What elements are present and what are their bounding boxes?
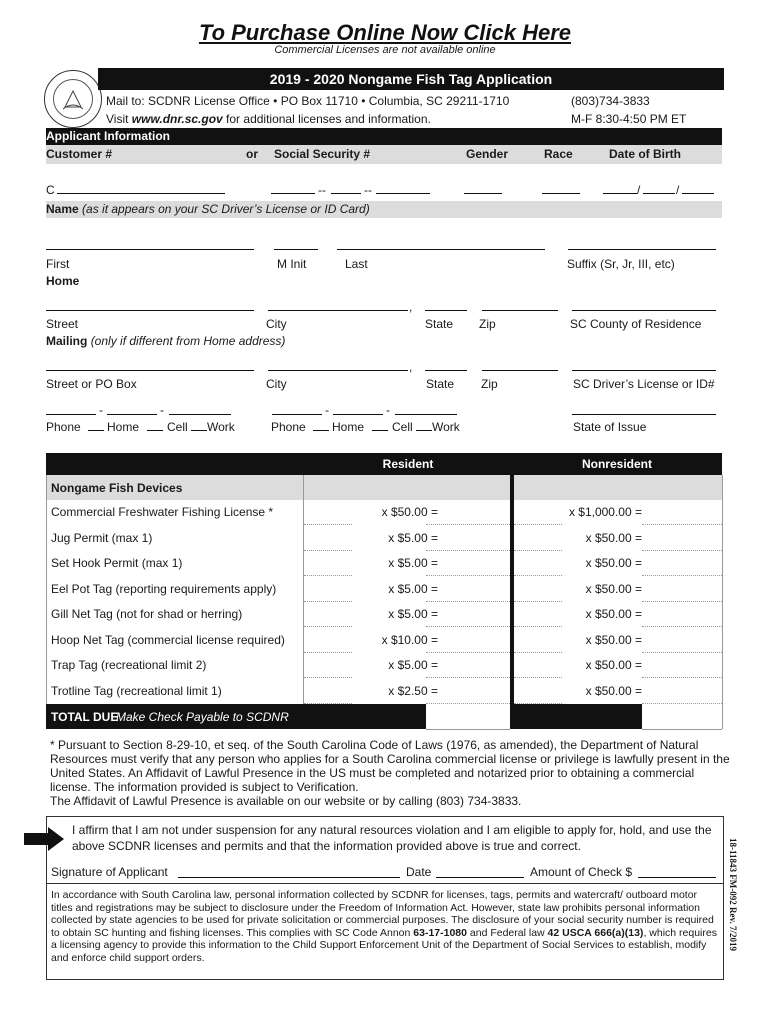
signature-field[interactable]	[178, 877, 400, 878]
device-label: Jug Permit (max 1)	[51, 530, 153, 545]
fee-row	[46, 628, 722, 653]
race-label: Race	[544, 147, 573, 161]
fee-row	[46, 500, 722, 525]
affirmation-text: I affirm that I am not under suspension for any natural resources violation and I am eligible to apply for, hold, and use the above SCDNR licenses and permits and that the information provided above is true and correct.	[72, 823, 712, 853]
phone1-area-field[interactable]	[46, 414, 96, 415]
nonresident-price: x $50.00 =	[585, 607, 642, 621]
affidavit-note: The Affidavit of Lawful Presence is available on our website or by calling (803) 734-3833.	[50, 794, 522, 808]
devices-section-bar	[46, 475, 722, 500]
resident-price: x $2.50 =	[388, 683, 438, 698]
or-label: or	[246, 147, 258, 161]
phone2-cell-label: Cell	[392, 420, 413, 434]
middle-initial-field[interactable]	[274, 249, 318, 250]
total-due-bar-2	[510, 704, 642, 729]
phone1-work-label: Work	[207, 420, 235, 434]
home-street-field[interactable]	[46, 310, 254, 311]
resident-price: x $5.00 =	[388, 530, 438, 545]
resident-price: x $5.00 =	[388, 658, 438, 672]
nonresident-price: x $50.00 =	[585, 658, 642, 672]
device-label: Trotline Tag (recreational limit 1)	[51, 683, 222, 698]
nonresident-price: x $50.00 =	[585, 530, 642, 545]
affirm-divider	[46, 883, 724, 884]
gender-label: Gender	[466, 147, 509, 161]
office-hours: M-F 8:30-4:50 PM ET	[571, 112, 687, 126]
fee-row	[46, 602, 722, 627]
phone2-home-label: Home	[332, 420, 365, 434]
phone1-home-label: Home	[107, 420, 140, 434]
dl-label: SC Driver’s License or ID#	[573, 377, 715, 391]
applicant-section-header: Applicant Information	[46, 128, 722, 145]
state2-label: State	[426, 377, 455, 391]
street-label: Street	[46, 317, 79, 331]
customer-number-label: Customer #	[46, 147, 113, 161]
resident-total-field[interactable]	[426, 704, 510, 730]
header-subtitle: Commercial Licenses are not available online	[274, 44, 496, 56]
phone1-label: Phone	[46, 420, 81, 434]
phone1-cell-check[interactable]	[147, 430, 163, 431]
resident-header: Resident	[382, 457, 434, 471]
phone2-work-check[interactable]	[416, 430, 432, 431]
resident-price: x $5.00 =	[388, 556, 438, 570]
resident-price: x $50.00 =	[381, 505, 438, 519]
phone2-cell-check[interactable]	[372, 430, 388, 431]
privacy-notice: In accordance with South Carolina law, personal information collected by SCDNR for licenses, tags, permits and watercraft/ outboard motor titles and registrations may be subject to disclosure under the Freedom of Information Act. However, state law prohibits personal information collected by state agencies to be used for private solicitation or commercial purposes. The disclosure of your social security number is required to obtain SC hunting and fishing licenses. This complies with SC Code Annon 63-17-1080 and Federal law 42 USCA 666(a)(13), which requires a licensing agency to provide this information to the Child Support Enforcement Unit of the Department of Social Services to establish, modify and enforce child support orders.	[51, 889, 717, 964]
customer-prefix: C	[46, 183, 55, 197]
devices-section-label: Nongame Fish Devices	[51, 481, 183, 495]
device-label: Commercial Freshwater Fishing License *	[51, 505, 274, 519]
table-border-right	[722, 475, 723, 729]
phone1-work-check[interactable]	[191, 430, 207, 431]
nonresident-header: Nonresident	[581, 457, 652, 471]
ssn-field-2[interactable]	[331, 193, 361, 194]
ssn-field-3[interactable]	[376, 193, 430, 194]
phone1-cell-label: Cell	[167, 420, 188, 434]
customer-number-field[interactable]	[57, 193, 225, 194]
nonresident-price: x $50.00 =	[585, 632, 642, 647]
phone2-work-label: Work	[432, 420, 460, 434]
street-po-label: Street or PO Box	[46, 377, 137, 391]
mail-zip-field[interactable]	[482, 370, 558, 371]
device-label: Trap Tag (recreational limit 2)	[51, 658, 207, 672]
arrow-icon	[22, 826, 66, 852]
name-label: Name	[46, 202, 79, 216]
phone2-home-check[interactable]	[313, 430, 329, 431]
device-label: Eel Pot Tag (reporting requirements apply)	[51, 581, 277, 596]
state-issue-label: State of Issue	[573, 420, 647, 434]
suffix-label: Suffix (Sr, Jr, III, etc)	[567, 257, 675, 271]
nonresident-price: x $1,000.00 =	[568, 505, 642, 519]
ssn-label: Social Security #	[274, 147, 371, 161]
city-label: City	[266, 317, 287, 331]
form-title: 2019 - 2020 Nongame Fish Tag Application	[98, 68, 724, 90]
lawful-presence-note: * Pursuant to Section 8-29-10, et seq. of the South Carolina Code of Laws (1976, as amended), the Department of Natural Resources must verify that any person who applies for a South Carolina commercial license or privilege is lawfully present in the United States. An Affidavit of Lawful Presence in the US must be completed and notarized prior to obtaining a commercial license. The information provided is subject to Verification.	[50, 738, 730, 794]
home-label: Home	[46, 274, 80, 288]
name-hint: (as it appears on your SC Driver’s License or ID Card)	[82, 202, 370, 216]
nonresident-price: x $50.00 =	[585, 683, 642, 698]
name-section-bar	[46, 201, 722, 218]
home-state-field[interactable]	[425, 310, 467, 311]
device-label: Hoop Net Tag (commercial license required)	[51, 632, 285, 647]
phone1-home-check[interactable]	[88, 430, 104, 431]
mail-state-field[interactable]	[425, 370, 467, 371]
resident-price: x $10.00 =	[381, 632, 438, 647]
city2-label: City	[266, 377, 287, 391]
fee-row	[46, 577, 722, 602]
resident-price: x $5.00 =	[388, 581, 438, 596]
nonresident-price: x $50.00 =	[585, 581, 642, 596]
race-field[interactable]	[542, 193, 580, 194]
amount-field[interactable]	[638, 877, 716, 878]
home-zip-field[interactable]	[482, 310, 558, 311]
dl-field[interactable]	[572, 370, 716, 371]
county-field[interactable]	[572, 310, 716, 311]
first-label: First	[46, 257, 70, 271]
date-label: Date	[406, 865, 432, 879]
last-name-field[interactable]	[337, 249, 545, 250]
phone2-line-field[interactable]	[395, 414, 457, 415]
date-field[interactable]	[436, 877, 524, 878]
phone2-area-field[interactable]	[272, 414, 322, 415]
total-due-label: TOTAL DUE	[51, 710, 119, 724]
scdnr-seal-logo	[44, 70, 102, 128]
state-issue-field[interactable]	[572, 414, 716, 415]
website-link[interactable]: www.dnr.sc.gov	[131, 112, 223, 126]
visit-line: Visit www.dnr.sc.gov for additional licenses and information.	[106, 112, 431, 126]
zip-label: Zip	[479, 317, 496, 331]
nonresident-total-field[interactable]	[642, 704, 722, 730]
device-label: Gill Net Tag (not for shad or herring)	[51, 607, 243, 621]
dob-label: Date of Birth	[609, 147, 681, 161]
zip2-label: Zip	[481, 377, 498, 391]
total-due-bar	[46, 704, 426, 729]
gender-field[interactable]	[464, 193, 502, 194]
phone2-prefix-field[interactable]	[333, 414, 383, 415]
dob-day-field[interactable]	[643, 193, 675, 194]
mailing-label: Mailing (only if different from Home address)	[46, 334, 286, 348]
total-due-hint: Make Check Payable to SCDNR	[116, 710, 289, 724]
mail-city-field[interactable]	[268, 370, 408, 371]
nonresident-price: x $50.00 =	[585, 556, 642, 570]
minit-label: M Init	[277, 257, 307, 271]
ssn-field-1[interactable]	[271, 193, 315, 194]
county-label: SC County of Residence	[570, 317, 702, 331]
mail-to-address: Mail to: SCDNR License Office • PO Box 11710 • Columbia, SC 29211-1710	[106, 94, 510, 108]
applicant-labels-bar	[46, 145, 722, 164]
fee-table-header	[46, 453, 722, 475]
state-label: State	[425, 317, 454, 331]
amount-label: Amount of Check $	[530, 865, 633, 879]
phone1-prefix-field[interactable]	[107, 414, 157, 415]
fee-row	[46, 653, 722, 678]
mail-street-field[interactable]	[46, 370, 254, 371]
phone2-label: Phone	[271, 420, 306, 434]
device-label: Set Hook Permit (max 1)	[51, 556, 183, 570]
resident-price: x $5.00 =	[388, 607, 438, 621]
form-id: 18-11843 FM-092 Rev. 7/2019	[728, 838, 738, 951]
phone1-line-field[interactable]	[169, 414, 231, 415]
first-name-field[interactable]	[46, 249, 254, 250]
last-label: Last	[345, 257, 368, 271]
fee-row	[46, 679, 722, 704]
home-city-field[interactable]	[268, 310, 408, 311]
purchase-online-link[interactable]: To Purchase Online Now Click Here	[198, 20, 572, 45]
dob-year-field[interactable]	[682, 193, 714, 194]
dob-month-field[interactable]	[603, 193, 637, 194]
fee-row	[46, 551, 722, 576]
office-phone: (803)734-3833	[571, 94, 650, 108]
suffix-field[interactable]	[568, 249, 716, 250]
signature-label: Signature of Applicant	[51, 865, 168, 879]
fee-row	[46, 526, 722, 551]
